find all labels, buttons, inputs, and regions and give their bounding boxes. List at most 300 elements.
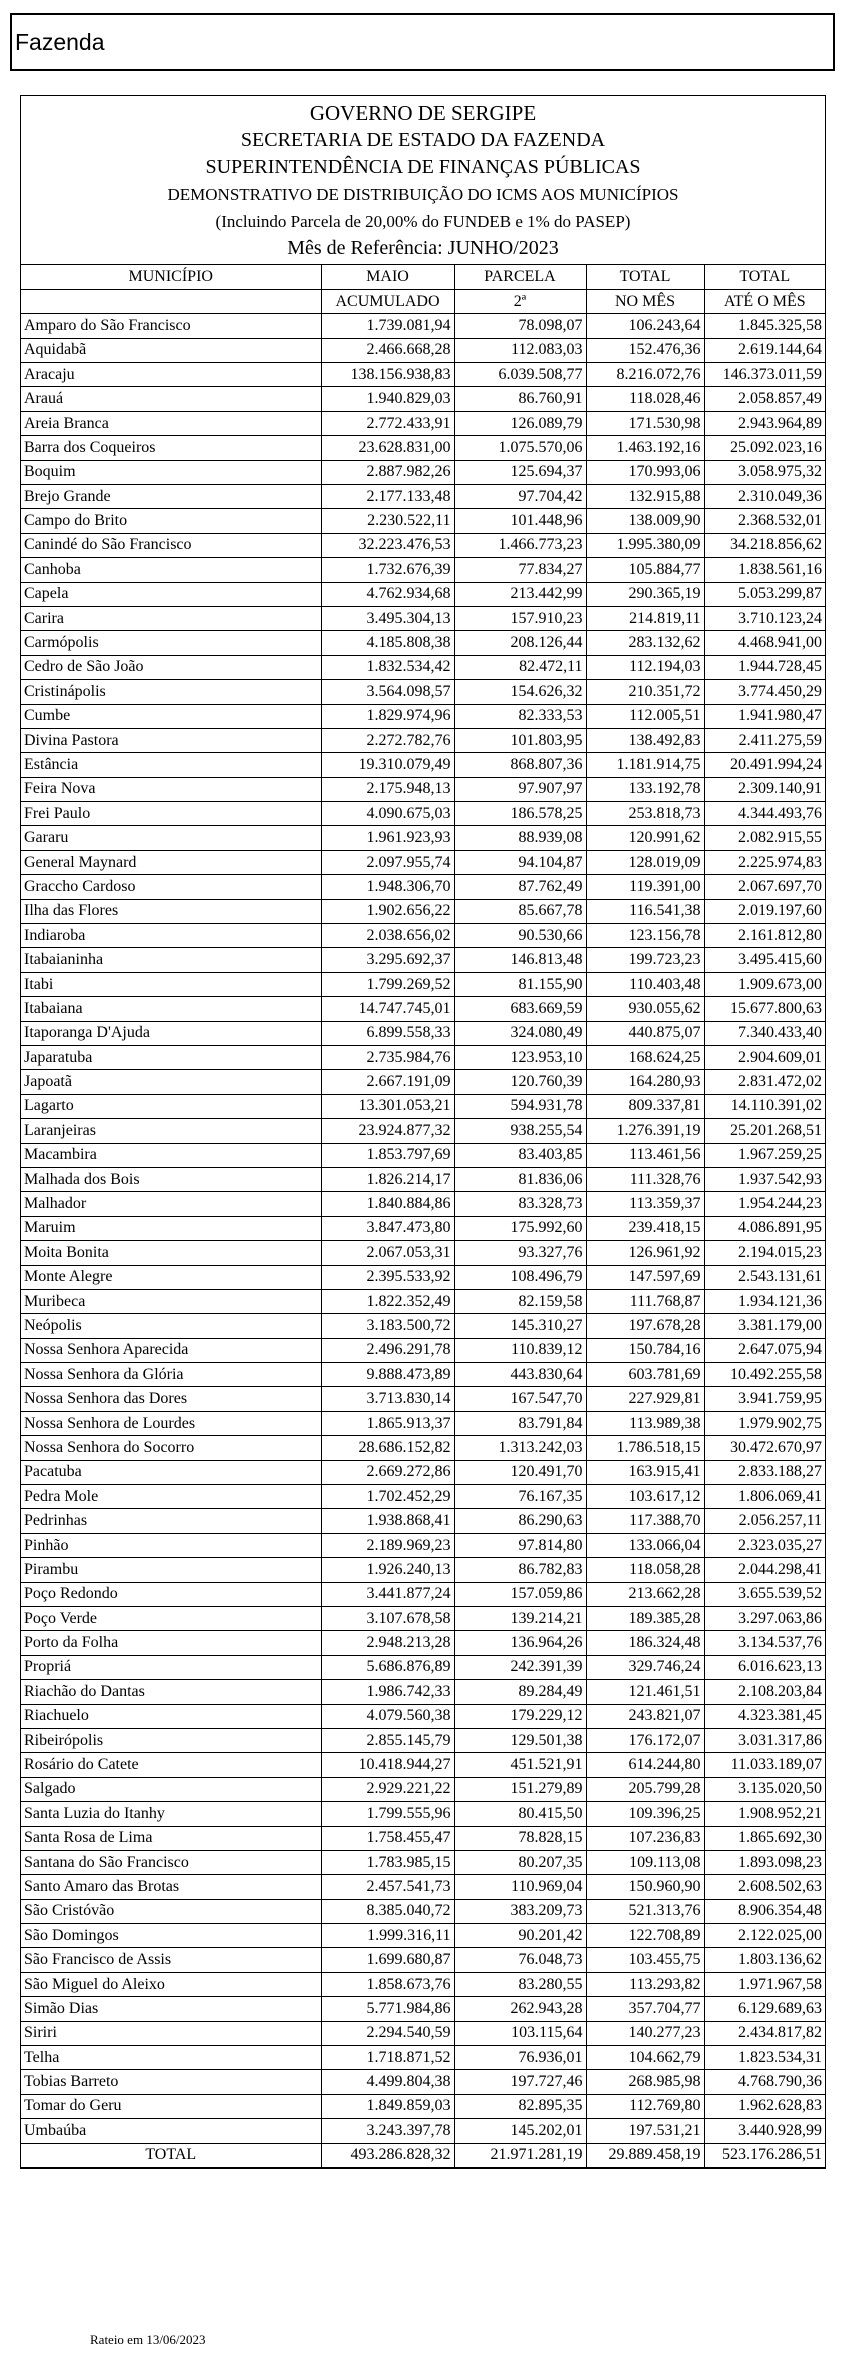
table-row [21,1680,825,1704]
maio-acumulado-cell: 2.772.433,91 [321,411,454,435]
total-mes-cell: 197.678,28 [586,1314,704,1338]
totals-row [21,2143,825,2167]
total-ate-mes-cell: 3.381.179,00 [704,1314,825,1338]
parcela-cell: 82.895,35 [454,2094,586,2118]
total-mes-cell: 227.929,81 [586,1387,704,1411]
total-mes-cell: 930.055,62 [586,997,704,1021]
parcela-cell: 242.391,39 [454,1655,586,1679]
maio-acumulado-cell: 9.888.473,89 [321,1363,454,1387]
parcela-cell: 90.201,42 [454,1924,586,1948]
municipio-cell: Propriá [21,1655,321,1679]
table-row [21,1606,825,1630]
table-row [21,1972,825,1996]
maio-acumulado-cell: 4.079.560,38 [321,1704,454,1728]
total-mes-cell: 109.113,08 [586,1850,704,1874]
total-mes-cell: 104.662,79 [586,2046,704,2070]
header-report-note: (Incluindo Parcela de 20,00% do FUNDEB e 1% do PASEP) [215,212,631,231]
parcela-cell: 126.089,79 [454,411,586,435]
parcela-cell: 383.209,73 [454,1899,586,1923]
parcela-cell: 146.813,48 [454,948,586,972]
total-ate-mes-cell: 2.108.203,84 [704,1680,825,1704]
parcela-cell: 101.448,96 [454,509,586,533]
total-mes-cell: 113.293,82 [586,1972,704,1996]
municipio-cell: General Maynard [21,850,321,874]
table-row [21,1460,825,1484]
maio-acumulado-cell: 1.799.269,52 [321,972,454,996]
maio-acumulado-cell: 1.822.352,49 [321,1289,454,1313]
maio-acumulado-cell: 2.067.053,31 [321,1241,454,1265]
table-row [21,1899,825,1923]
maio-acumulado-cell: 2.948.213,28 [321,1631,454,1655]
table-row [21,1411,825,1435]
total-mes-cell: 210.351,72 [586,680,704,704]
header-superintendence: SUPERINTENDÊNCIA DE FINANÇAS PÚBLICAS [205,156,641,178]
municipio-cell: Itaporanga D'Ajuda [21,1021,321,1045]
parcela-cell: 151.279,89 [454,1777,586,1801]
total-mes-cell: 120.991,62 [586,826,704,850]
maio-acumulado-cell: 4.499.804,38 [321,2070,454,2094]
total-mes-cell: 152.476,36 [586,338,704,362]
totals-ate-mes: 523.176.286,51 [704,2143,825,2167]
total-mes-cell: 163.915,41 [586,1460,704,1484]
municipio-cell: Canindé do São Francisco [21,533,321,557]
municipio-cell: Aracaju [21,363,321,387]
total-ate-mes-cell: 8.906.354,48 [704,1899,825,1923]
total-ate-mes-cell: 11.033.189,07 [704,1753,825,1777]
maio-acumulado-cell: 2.496.291,78 [321,1338,454,1362]
parcela-cell: 6.039.508,77 [454,363,586,387]
total-mes-cell: 128.019,09 [586,850,704,874]
maio-acumulado-cell: 1.826.214,17 [321,1167,454,1191]
maio-acumulado-cell: 1.849.859,03 [321,2094,454,2118]
total-ate-mes-cell: 2.368.532,01 [704,509,825,533]
total-mes-cell: 171.530,98 [586,411,704,435]
total-mes-cell: 243.821,07 [586,1704,704,1728]
maio-acumulado-cell: 3.243.397,78 [321,2119,454,2143]
maio-acumulado-cell: 1.938.868,41 [321,1509,454,1533]
total-ate-mes-cell: 3.134.537,76 [704,1631,825,1655]
parcela-cell: 80.415,50 [454,1802,586,1826]
total-mes-cell: 150.784,16 [586,1338,704,1362]
municipio-cell: São Cristóvão [21,1899,321,1923]
municipio-cell: Telha [21,2046,321,2070]
total-ate-mes-cell: 2.608.502,63 [704,1875,825,1899]
municipio-cell: Salgado [21,1777,321,1801]
total-ate-mes-cell: 1.934.121,36 [704,1289,825,1313]
parcela-cell: 112.083,03 [454,338,586,362]
table-row [21,1192,825,1216]
parcela-cell: 108.496,79 [454,1265,586,1289]
parcela-cell: 208.126,44 [454,631,586,655]
table-row [21,387,825,411]
parcela-cell: 89.284,49 [454,1680,586,1704]
municipio-cell: Macambira [21,1143,321,1167]
table-row [21,655,825,679]
total-mes-cell: 119.391,00 [586,875,704,899]
municipio-cell: Boquim [21,460,321,484]
parcela-cell: 78.828,15 [454,1826,586,1850]
municipio-cell: Nossa Senhora do Socorro [21,1436,321,1460]
table-row [21,1997,825,2021]
total-ate-mes-cell: 30.472.670,97 [704,1436,825,1460]
total-mes-cell: 105.884,77 [586,558,704,582]
total-mes-cell: 113.359,37 [586,1192,704,1216]
table-row [21,948,825,972]
municipio-cell: Santa Luzia do Itanhy [21,1802,321,1826]
maio-acumulado-cell: 2.735.984,76 [321,1046,454,1070]
maio-acumulado-cell: 3.107.678,58 [321,1606,454,1630]
table-row [21,972,825,996]
parcela-cell: 594.931,78 [454,1094,586,1118]
total-ate-mes-cell: 1.909.673,00 [704,972,825,996]
total-mes-cell: 103.617,12 [586,1485,704,1509]
table-row [21,875,825,899]
total-ate-mes-cell: 1.823.534,31 [704,2046,825,2070]
municipio-cell: Estância [21,753,321,777]
table-row [21,338,825,362]
table-row [21,1436,825,1460]
municipio-cell: Capela [21,582,321,606]
parcela-cell: 120.760,39 [454,1070,586,1094]
municipio-cell: Riachão do Dantas [21,1680,321,1704]
total-ate-mes-cell: 2.067.697,70 [704,875,825,899]
total-ate-mes-cell: 3.135.020,50 [704,1777,825,1801]
parcela-cell: 82.472,11 [454,655,586,679]
total-mes-cell: 283.132,62 [586,631,704,655]
total-ate-mes-cell: 1.962.628,83 [704,2094,825,2118]
table-row [21,1875,825,1899]
table-row [21,1070,825,1094]
total-mes-cell: 170.993,06 [586,460,704,484]
maio-acumulado-cell: 2.855.145,79 [321,1728,454,1752]
municipio-cell: Itabaiana [21,997,321,1021]
total-ate-mes-cell: 1.803.136,62 [704,1948,825,1972]
total-mes-cell: 133.066,04 [586,1533,704,1557]
parcela-cell: 82.333,53 [454,704,586,728]
total-ate-mes-cell: 2.647.075,94 [704,1338,825,1362]
parcela-cell: 197.727,46 [454,2070,586,2094]
municipio-cell: Riachuelo [21,1704,321,1728]
table-row [21,704,825,728]
parcela-cell: 80.207,35 [454,1850,586,1874]
table-row [21,363,825,387]
parcela-cell: 83.403,85 [454,1143,586,1167]
total-ate-mes-cell: 25.092.023,16 [704,436,825,460]
maio-acumulado-cell: 14.747.745,01 [321,997,454,1021]
municipio-cell: Pirambu [21,1558,321,1582]
municipio-cell: Itabi [21,972,321,996]
municipio-cell: Pacatuba [21,1460,321,1484]
table-row [21,1753,825,1777]
parcela-cell: 76.936,01 [454,2046,586,2070]
maio-acumulado-cell: 13.301.053,21 [321,1094,454,1118]
municipio-cell: Siriri [21,2021,321,2045]
total-ate-mes-cell: 2.833.188,27 [704,1460,825,1484]
total-mes-cell: 140.277,23 [586,2021,704,2045]
maio-acumulado-cell: 1.853.797,69 [321,1143,454,1167]
table-row [21,1216,825,1240]
maio-acumulado-cell: 1.999.316,11 [321,1924,454,1948]
municipio-cell: Lagarto [21,1094,321,1118]
total-mes-cell: 147.597,69 [586,1265,704,1289]
municipio-cell: Nossa Senhora de Lourdes [21,1411,321,1435]
totals-no-mes: 29.889.458,19 [586,2143,704,2167]
parcela-cell: 175.992,60 [454,1216,586,1240]
municipio-cell: Monte Alegre [21,1265,321,1289]
total-ate-mes-cell: 2.904.609,01 [704,1046,825,1070]
total-mes-cell: 189.385,28 [586,1606,704,1630]
total-ate-mes-cell: 14.110.391,02 [704,1094,825,1118]
col-header-total-mes: TOTAL [586,265,704,289]
maio-acumulado-cell: 28.686.152,82 [321,1436,454,1460]
table-row [21,1363,825,1387]
total-ate-mes-cell: 6.016.623,13 [704,1655,825,1679]
parcela-cell: 90.530,66 [454,924,586,948]
total-mes-cell: 150.960,90 [586,1875,704,1899]
footnote-rateio-date: Rateio em 13/06/2023 [90,2332,206,2347]
total-mes-cell: 199.723,23 [586,948,704,972]
parcela-cell: 1.075.570,06 [454,436,586,460]
municipio-cell: Poço Redondo [21,1582,321,1606]
municipio-cell: Gararu [21,826,321,850]
parcela-cell: 136.964,26 [454,1631,586,1655]
total-ate-mes-cell: 2.225.974,83 [704,850,825,874]
total-mes-cell: 103.455,75 [586,1948,704,1972]
table-row [21,997,825,1021]
total-ate-mes-cell: 7.340.433,40 [704,1021,825,1045]
total-ate-mes-cell: 3.655.539,52 [704,1582,825,1606]
total-ate-mes-cell: 1.806.069,41 [704,1485,825,1509]
municipio-cell: Pedra Mole [21,1485,321,1509]
municipio-cell: Aquidabã [21,338,321,362]
table-header-row [21,265,825,289]
maio-acumulado-cell: 1.902.656,22 [321,899,454,923]
municipio-cell: Areia Branca [21,411,321,435]
parcela-cell: 83.328,73 [454,1192,586,1216]
total-ate-mes-cell: 1.937.542,93 [704,1167,825,1191]
total-ate-mes-cell: 2.044.298,41 [704,1558,825,1582]
total-mes-cell: 1.276.391,19 [586,1119,704,1143]
table-row [21,1655,825,1679]
municipio-cell: Porto da Folha [21,1631,321,1655]
total-ate-mes-cell: 3.710.123,24 [704,606,825,630]
document-header [21,96,825,265]
municipio-cell: Graccho Cardoso [21,875,321,899]
total-mes-cell: 111.768,87 [586,1289,704,1313]
table-row [21,1582,825,1606]
total-mes-cell: 121.461,51 [586,1680,704,1704]
maio-acumulado-cell: 19.310.079,49 [321,753,454,777]
total-mes-cell: 603.781,69 [586,1363,704,1387]
total-ate-mes-cell: 2.831.472,02 [704,1070,825,1094]
total-mes-cell: 253.818,73 [586,802,704,826]
maio-acumulado-cell: 2.929.221,22 [321,1777,454,1801]
total-mes-cell: 8.216.072,76 [586,363,704,387]
maio-acumulado-cell: 1.832.534,42 [321,655,454,679]
maio-acumulado-cell: 3.183.500,72 [321,1314,454,1338]
table-row [21,1241,825,1265]
municipio-cell: Carira [21,606,321,630]
total-mes-cell: 197.531,21 [586,2119,704,2143]
table-row [21,1119,825,1143]
total-ate-mes-cell: 1.838.561,16 [704,558,825,582]
total-ate-mes-cell: 3.440.928,99 [704,2119,825,2143]
total-ate-mes-cell: 3.058.975,32 [704,460,825,484]
table-row [21,1046,825,1070]
total-ate-mes-cell: 1.908.952,21 [704,1802,825,1826]
total-ate-mes-cell: 2.411.275,59 [704,728,825,752]
municipio-cell: Carmópolis [21,631,321,655]
maio-acumulado-cell: 2.887.982,26 [321,460,454,484]
parcela-cell: 97.907,97 [454,777,586,801]
table-row [21,1289,825,1313]
municipio-cell: Maruim [21,1216,321,1240]
maio-acumulado-cell: 2.097.955,74 [321,850,454,874]
table-row [21,606,825,630]
parcela-cell: 324.080,49 [454,1021,586,1045]
maio-acumulado-cell: 2.038.656,02 [321,924,454,948]
table-row [21,1558,825,1582]
maio-acumulado-cell: 4.090.675,03 [321,802,454,826]
total-ate-mes-cell: 2.056.257,11 [704,1509,825,1533]
col-header-municipio: MUNICÍPIO [21,265,321,289]
col-subheader-ate-mes: ATÉ O MÊS [704,289,825,313]
parcela-cell: 167.547,70 [454,1387,586,1411]
header-secretariat: SECRETARIA DE ESTADO DA FAZENDA [240,129,606,151]
total-mes-cell: 521.313,76 [586,1899,704,1923]
total-ate-mes-cell: 1.979.902,75 [704,1411,825,1435]
total-mes-cell: 1.463.192,16 [586,436,704,460]
total-ate-mes-cell: 1.893.098,23 [704,1850,825,1874]
maio-acumulado-cell: 5.686.876,89 [321,1655,454,1679]
table-row [21,1850,825,1874]
total-mes-cell: 126.961,92 [586,1241,704,1265]
municipio-cell: Arauá [21,387,321,411]
total-mes-cell: 290.365,19 [586,582,704,606]
total-ate-mes-cell: 5.053.299,87 [704,582,825,606]
table-row [21,485,825,509]
maio-acumulado-cell: 5.771.984,86 [321,1997,454,2021]
table-row [21,2046,825,2070]
table-row [21,680,825,704]
table-row [21,436,825,460]
total-ate-mes-cell: 2.309.140,91 [704,777,825,801]
table-row [21,314,825,338]
table-row [21,2119,825,2143]
table-row [21,2070,825,2094]
col-subheader-no-mes: NO MÊS [586,289,704,313]
parcela-cell: 77.834,27 [454,558,586,582]
parcela-cell: 82.159,58 [454,1289,586,1313]
total-mes-cell: 138.009,90 [586,509,704,533]
parcela-cell: 179.229,12 [454,1704,586,1728]
maio-acumulado-cell: 1.829.974,96 [321,704,454,728]
parcela-cell: 87.762,49 [454,875,586,899]
totals-parcela: 21.971.281,19 [454,2143,586,2167]
parcela-cell: 125.694,37 [454,460,586,484]
total-mes-cell: 109.396,25 [586,1802,704,1826]
maio-acumulado-cell: 1.758.455,47 [321,1826,454,1850]
parcela-cell: 262.943,28 [454,1997,586,2021]
total-ate-mes-cell: 1.865.692,30 [704,1826,825,1850]
total-ate-mes-cell: 1.971.967,58 [704,1972,825,1996]
col-header-maio: MAIO [321,265,454,289]
total-mes-cell: 116.541,38 [586,899,704,923]
total-ate-mes-cell: 1.967.259,25 [704,1143,825,1167]
municipio-cell: Cristinápolis [21,680,321,704]
total-ate-mes-cell: 4.468.941,00 [704,631,825,655]
maio-acumulado-cell: 10.418.944,27 [321,1753,454,1777]
total-mes-cell: 357.704,77 [586,1997,704,2021]
parcela-cell: 186.578,25 [454,802,586,826]
municipio-cell: Indiaroba [21,924,321,948]
parcela-cell: 81.155,90 [454,972,586,996]
municipio-cell: Pedrinhas [21,1509,321,1533]
municipio-cell: Simão Dias [21,1997,321,2021]
municipio-cell: Tomar do Geru [21,2094,321,2118]
total-ate-mes-cell: 3.297.063,86 [704,1606,825,1630]
parcela-cell: 120.491,70 [454,1460,586,1484]
parcela-cell: 123.953,10 [454,1046,586,1070]
municipio-cell: Cumbe [21,704,321,728]
icms-distribution-document [20,95,826,2169]
parcela-cell: 97.704,42 [454,485,586,509]
total-mes-cell: 112.005,51 [586,704,704,728]
table-row [21,509,825,533]
total-mes-cell: 268.985,98 [586,2070,704,2094]
parcela-cell: 443.830,64 [454,1363,586,1387]
table-row [21,1948,825,1972]
table-foot [21,2143,825,2167]
total-ate-mes-cell: 1.845.325,58 [704,314,825,338]
total-ate-mes-cell: 2.019.197,60 [704,899,825,923]
maio-acumulado-cell: 2.189.969,23 [321,1533,454,1557]
total-mes-cell: 164.280,93 [586,1070,704,1094]
municipio-cell: Itabaianinha [21,948,321,972]
total-mes-cell: 117.388,70 [586,1509,704,1533]
table-row [21,460,825,484]
total-mes-cell: 186.324,48 [586,1631,704,1655]
table-row [21,1802,825,1826]
table-row [21,1533,825,1557]
parcela-cell: 76.167,35 [454,1485,586,1509]
maio-acumulado-cell: 3.847.473,80 [321,1216,454,1240]
total-ate-mes-cell: 15.677.800,63 [704,997,825,1021]
total-ate-mes-cell: 3.941.759,95 [704,1387,825,1411]
total-mes-cell: 176.172,07 [586,1728,704,1752]
total-mes-cell: 205.799,28 [586,1777,704,1801]
parcela-cell: 86.290,63 [454,1509,586,1533]
total-mes-cell: 1.181.914,75 [586,753,704,777]
parcela-cell: 129.501,38 [454,1728,586,1752]
maio-acumulado-cell: 1.702.452,29 [321,1485,454,1509]
parcela-cell: 97.814,80 [454,1533,586,1557]
municipio-cell: Moita Bonita [21,1241,321,1265]
municipio-cell: Amparo do São Francisco [21,314,321,338]
total-ate-mes-cell: 2.434.817,82 [704,2021,825,2045]
total-ate-mes-cell: 4.323.381,45 [704,1704,825,1728]
total-mes-cell: 110.403,48 [586,972,704,996]
maio-acumulado-cell: 1.986.742,33 [321,1680,454,1704]
col-subheader-parcela: 2ª [454,289,586,313]
maio-acumulado-cell: 6.899.558,33 [321,1021,454,1045]
maio-acumulado-cell: 1.699.680,87 [321,1948,454,1972]
parcela-cell: 213.442,99 [454,582,586,606]
total-ate-mes-cell: 1.941.980,47 [704,704,825,728]
maio-acumulado-cell: 1.732.676,39 [321,558,454,582]
total-ate-mes-cell: 146.373.011,59 [704,363,825,387]
table-row [21,753,825,777]
